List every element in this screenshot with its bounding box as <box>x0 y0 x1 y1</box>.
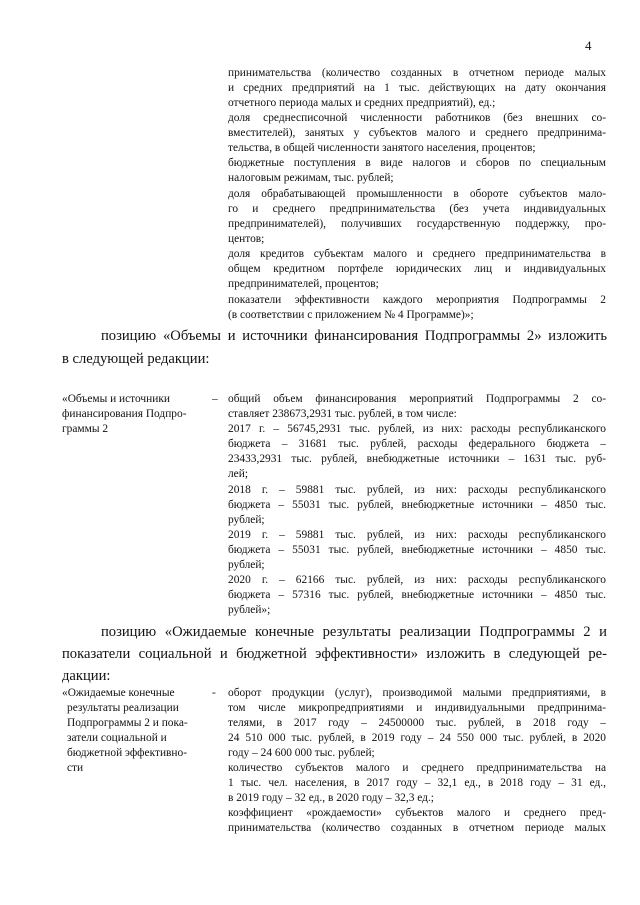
top-block-line: центов; <box>228 233 265 245</box>
top-block-line: тельства, в общей численности занятого населения, процентов; <box>228 142 536 154</box>
paragraph-line: дакции: <box>62 668 111 684</box>
paragraph-line: позицию «Объемы и источники финансирования Подпрограммы 2» изложить <box>101 328 607 344</box>
results-dash: - <box>212 687 216 699</box>
results-line: 1 тыс. чел. населения, в 2017 году – 32,1 ед., в 2018 году – 31 ед., <box>228 777 606 789</box>
top-block-line: (в соответствии с приложением № 4 Программе)»; <box>228 309 474 321</box>
results-label-line: результаты реализации <box>67 702 179 714</box>
page-number: 4 <box>585 38 592 53</box>
results-line: в 2019 году – 32 ед., в 2020 году – 32,3 ед.; <box>228 792 434 804</box>
financing-label-line: финансирования Подпро- <box>62 408 187 420</box>
financing-line: бюджета – 57316 тыс. рублей, внебюджетные источники – 4850 тыс. <box>228 589 606 601</box>
financing-line: 2020 г. – 62166 тыс. рублей, из них: расходы республиканского <box>228 574 606 586</box>
results-line: коэффициент «рождаемости» субъектов малого и среднего пред- <box>228 807 606 819</box>
financing-line: ставляет 238673,2931 тыс. рублей, в том числе: <box>228 408 457 420</box>
financing-line: бюджета – 55031 тыс. рублей, внебюджетные источники – 4850 тыс. <box>228 499 606 511</box>
financing-label-line: «Объемы и источники <box>62 393 170 405</box>
results-line: телями, в 2017 году – 24500000 тыс. рублей, в 2018 году – <box>228 717 606 729</box>
top-block-line: доля обрабатывающей промышленности в обороте субъектов мало- <box>228 188 606 200</box>
financing-line: общий объем финансирования мероприятий Подпрограммы 2 со- <box>228 393 606 405</box>
financing-line: бюджета – 31681 тыс. рублей, расходы федерального бюджета – <box>228 438 606 450</box>
results-label-line: «Ожидаемые конечные <box>62 687 175 699</box>
financing-line: рублей»; <box>228 604 271 616</box>
results-line: принимательства (количество созданных в отчетном периоде малых <box>228 822 606 834</box>
top-block-line: отчетного периода малых и средних предприятий), ед.; <box>228 97 496 109</box>
financing-line: бюджета – 55031 тыс. рублей, внебюджетные источники – 4850 тыс. <box>228 544 606 556</box>
top-block-line: го и среднего предпринимательства (без учета индивидуальных <box>228 203 606 215</box>
results-line: оборот продукции (услуг), производимой малыми предприятиями, в <box>228 687 606 699</box>
top-block-line: вместителей), занятых у субъектов малого и среднего предпринима- <box>228 127 606 139</box>
paragraph-line: показатели социальной и бюджетной эффективности» изложить в следующей ре- <box>62 646 607 662</box>
results-label-line: затели социальной и <box>67 732 167 744</box>
financing-label-line: граммы 2 <box>62 423 109 435</box>
results-line: году – 24 600 000 тыс. рублей; <box>228 747 375 759</box>
financing-line: лей; <box>228 468 249 480</box>
paragraph-line: позицию «Ожидаемые конечные результаты реализации Подпрограммы 2 и <box>101 624 607 640</box>
top-block-line: и средних предприятий на 1 тыс. действующих на дату окончания <box>228 82 606 94</box>
financing-line: 2018 г. – 59881 тыс. рублей, из них: расходы республиканского <box>228 484 606 496</box>
results-line: 24 510 000 тыс. рублей, в 2019 году – 24 550 000 тыс. рублей, в 2020 <box>228 732 606 744</box>
financing-dash: – <box>212 393 218 405</box>
top-block-line: общем кредитном портфеле юридических лиц и индивидуальных <box>228 263 606 275</box>
financing-line: рублей; <box>228 559 265 571</box>
top-block-line: предпринимателей), получивших государственную поддержку, про- <box>228 218 606 230</box>
top-block-line: предпринимателей, процентов; <box>228 278 379 290</box>
top-block-line: принимательства (количество созданных в отчетном периоде малых <box>228 67 606 79</box>
top-block-line: бюджетные поступления в виде налогов и сборов по специальным <box>228 157 606 169</box>
financing-line: рублей; <box>228 514 265 526</box>
top-block-line: доля кредитов субъектам малого и среднего предпринимательства в <box>228 248 606 260</box>
top-block-line: показатели эффективности каждого мероприятия Подпрограммы 2 <box>228 294 606 306</box>
results-label-line: сти <box>67 762 84 774</box>
results-line: том числе микропредприятиями и индивидуальными предпринима- <box>228 702 606 714</box>
paragraph-line: в следующей редакции: <box>62 351 210 367</box>
top-block-line: налоговым режимам, тыс. рублей; <box>228 172 394 184</box>
results-label-line: Подпрограммы 2 и пока- <box>67 717 188 729</box>
top-block-line: доля среднесписочной численности работников (без внешних со- <box>228 112 606 124</box>
results-line: количество субъектов малого и среднего предпринимательства на <box>228 762 606 774</box>
financing-line: 23433,2931 тыс. рублей, внебюджетные источники – 1631 тыс. руб- <box>228 453 606 465</box>
financing-line: 2017 г. – 56745,2931 тыс. рублей, из них: расходы республиканского <box>228 423 606 435</box>
financing-line: 2019 г. – 59881 тыс. рублей, из них: расходы республиканского <box>228 529 606 541</box>
results-label-line: бюджетной эффективно- <box>67 747 188 759</box>
